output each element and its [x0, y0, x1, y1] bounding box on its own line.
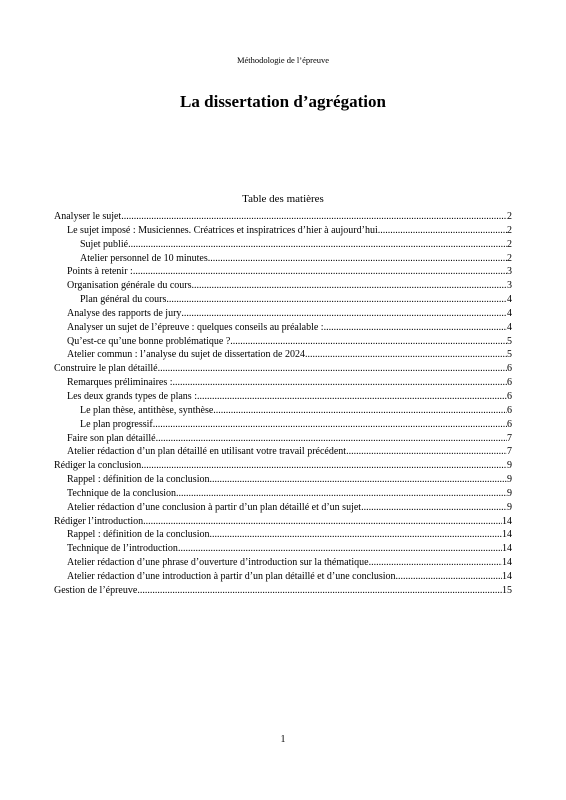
toc-entry-label: Atelier rédaction d’une phrase d’ouverture d’introduction sur la thématique	[67, 557, 369, 569]
toc-entry-page: 3	[507, 280, 512, 292]
toc-dot-leader	[209, 473, 507, 487]
toc-dot-leader	[133, 265, 507, 279]
toc-entry-page: 14	[502, 570, 512, 582]
toc-entry[interactable]	[54, 348, 512, 362]
toc-entry-page: 4	[507, 321, 512, 333]
toc-entry-page: 7	[507, 432, 512, 444]
toc-entry-page: 9	[507, 460, 512, 472]
toc-entry-page: 9	[507, 474, 512, 486]
toc-entry-page: 15	[502, 584, 512, 596]
toc-entry-page: 3	[507, 266, 512, 278]
toc-entry[interactable]	[54, 487, 512, 501]
toc-entry-page: 6	[507, 363, 512, 375]
toc-entry-page: 14	[502, 529, 512, 541]
toc-entry-label: Remarques préliminaires :	[67, 377, 173, 389]
toc-dot-leader	[153, 418, 507, 432]
toc-entry-label: Rappel : définition de la conclusion	[67, 474, 210, 486]
toc-entry-label: Atelier personnel de 10 minutes	[80, 252, 208, 264]
toc-entry-label: Construire le plan détaillé	[54, 363, 158, 375]
toc-dot-leader	[305, 348, 507, 362]
toc-entry-page: 6	[507, 418, 512, 430]
toc-entry-page: 2	[507, 238, 512, 250]
toc-entry-label: Faire son plan détaillé	[67, 432, 156, 444]
toc-entry-label: Atelier rédaction d’une introduction à partir d’un plan détaillé et d’une conclusion	[67, 570, 396, 582]
toc-entry-label: Gestion de l’épreuve	[54, 584, 138, 596]
toc-entry[interactable]	[54, 238, 512, 252]
toc-entry-page: 4	[507, 307, 512, 319]
toc-dot-leader	[173, 376, 507, 390]
toc-dot-leader	[121, 210, 507, 224]
toc-dot-leader	[181, 307, 507, 321]
toc-entry[interactable]	[54, 390, 512, 404]
toc-entry-page: 5	[507, 335, 512, 347]
toc-dot-leader	[156, 432, 507, 446]
toc-entry-page: 7	[507, 446, 512, 458]
toc-entry[interactable]	[54, 224, 512, 238]
toc-dot-leader	[137, 584, 502, 598]
toc-entry[interactable]	[54, 252, 512, 266]
toc-entry-page: 14	[502, 515, 512, 527]
toc-entry[interactable]	[54, 321, 512, 335]
toc-dot-leader	[361, 501, 507, 515]
toc-dot-leader	[209, 528, 502, 542]
toc-dot-leader	[158, 362, 507, 376]
toc-dot-leader	[208, 252, 507, 266]
toc-dot-leader	[178, 542, 502, 556]
toc-entry[interactable]	[54, 293, 512, 307]
toc-entry-page: 4	[507, 294, 512, 306]
toc-entry[interactable]	[54, 432, 512, 446]
toc-entry[interactable]	[54, 556, 512, 570]
toc-dot-leader	[128, 238, 507, 252]
toc-dot-leader	[378, 224, 507, 238]
toc-entry[interactable]	[54, 515, 512, 529]
toc-entry-label: Analyser le sujet	[54, 211, 122, 222]
toc-entry-label: Rappel : définition de la conclusion	[67, 529, 210, 541]
toc-dot-leader	[213, 404, 507, 418]
toc-entry-label: Le plan progressif	[80, 418, 153, 430]
toc-entry-label: Rédiger la conclusion	[54, 460, 142, 472]
toc-dot-leader	[166, 293, 507, 307]
toc-heading: Table des matières	[242, 193, 324, 205]
toc-entry-label: Atelier commun : l’analyse du sujet de dissertation de 2024	[67, 349, 305, 361]
toc-entry-page: 6	[507, 404, 512, 416]
document-title: La dissertation d’agrégation	[180, 92, 386, 111]
toc-dot-leader	[176, 487, 507, 501]
toc-entry-label: Les deux grands types de plans :	[67, 390, 197, 402]
toc-entry-label: Atelier rédaction d’un plan détaillé en utilisant votre travail précédent	[67, 446, 347, 458]
toc-entry[interactable]	[54, 210, 512, 224]
page-number: 1	[280, 734, 286, 745]
toc-entry[interactable]	[54, 528, 512, 542]
toc-entry[interactable]	[54, 362, 512, 376]
toc-entry-page: 6	[507, 377, 512, 389]
toc-entry-page: 2	[507, 252, 512, 264]
toc-entry[interactable]	[54, 542, 512, 556]
toc-entry-label: Sujet publié	[80, 238, 129, 250]
toc-dot-leader	[192, 279, 508, 293]
toc-entry-label: Analyse des rapports de jury	[67, 307, 182, 319]
toc-entry-page: 5	[507, 349, 512, 361]
toc-dot-leader	[346, 445, 507, 459]
toc-entry-label: Organisation générale du cours	[67, 280, 192, 292]
toc-entry-page: 14	[502, 543, 512, 555]
toc-entry-page: 14	[502, 557, 512, 569]
toc-entry-label: Analyser un sujet de l’épreuve : quelques conseils au préalable :	[67, 321, 324, 333]
toc-dot-leader	[396, 570, 503, 584]
toc-entry[interactable]	[54, 404, 512, 418]
toc-entry-page: 9	[507, 487, 512, 499]
toc-entry[interactable]	[54, 445, 512, 459]
toc-entry[interactable]	[54, 335, 512, 349]
toc-entry-page: 6	[507, 390, 512, 402]
toc-dot-leader	[141, 459, 507, 473]
toc-entry-page: 9	[507, 501, 512, 513]
toc-entry-page: 2	[507, 211, 512, 222]
running-header: Méthodologie de l’épreuve	[236, 55, 330, 65]
toc-entry-label: Technique de la conclusion	[67, 487, 176, 499]
toc-entry-label: Plan général du cours	[80, 294, 167, 306]
toc-entry[interactable]	[54, 473, 512, 487]
toc-entry-label: Technique de l’introduction	[67, 543, 178, 555]
toc-entry-label: Qu’est-ce qu’une bonne problématique ?	[67, 335, 231, 347]
toc-entry[interactable]	[54, 584, 512, 598]
toc-dot-leader	[197, 390, 507, 404]
toc-entry-label: Le sujet imposé : Musiciennes. Créatrices et inspiratrices d’hier à aujourd’hui	[67, 224, 378, 236]
toc-entry[interactable]	[54, 459, 512, 473]
toc-entry-label: Points à retenir :	[67, 266, 133, 278]
toc-dot-leader	[143, 515, 502, 529]
toc-entry[interactable]	[54, 279, 512, 293]
toc-entry[interactable]	[54, 265, 512, 279]
toc-entry[interactable]	[54, 418, 512, 432]
table-of-contents	[54, 210, 512, 598]
toc-entry[interactable]	[54, 570, 512, 584]
toc-entry-label: Rédiger l’introduction	[54, 515, 144, 527]
toc-entry-label: Atelier rédaction d’une conclusion à partir d’un plan détaillé et d’un sujet	[67, 501, 362, 513]
toc-dot-leader	[230, 335, 507, 349]
toc-dot-leader	[369, 556, 502, 570]
toc-entry[interactable]	[54, 376, 512, 390]
toc-dot-leader	[324, 321, 507, 335]
toc-entry[interactable]	[54, 307, 512, 321]
toc-entry[interactable]	[54, 501, 512, 515]
toc-entry-label: Le plan thèse, antithèse, synthèse	[80, 404, 214, 416]
toc-entry-page: 2	[507, 224, 512, 236]
